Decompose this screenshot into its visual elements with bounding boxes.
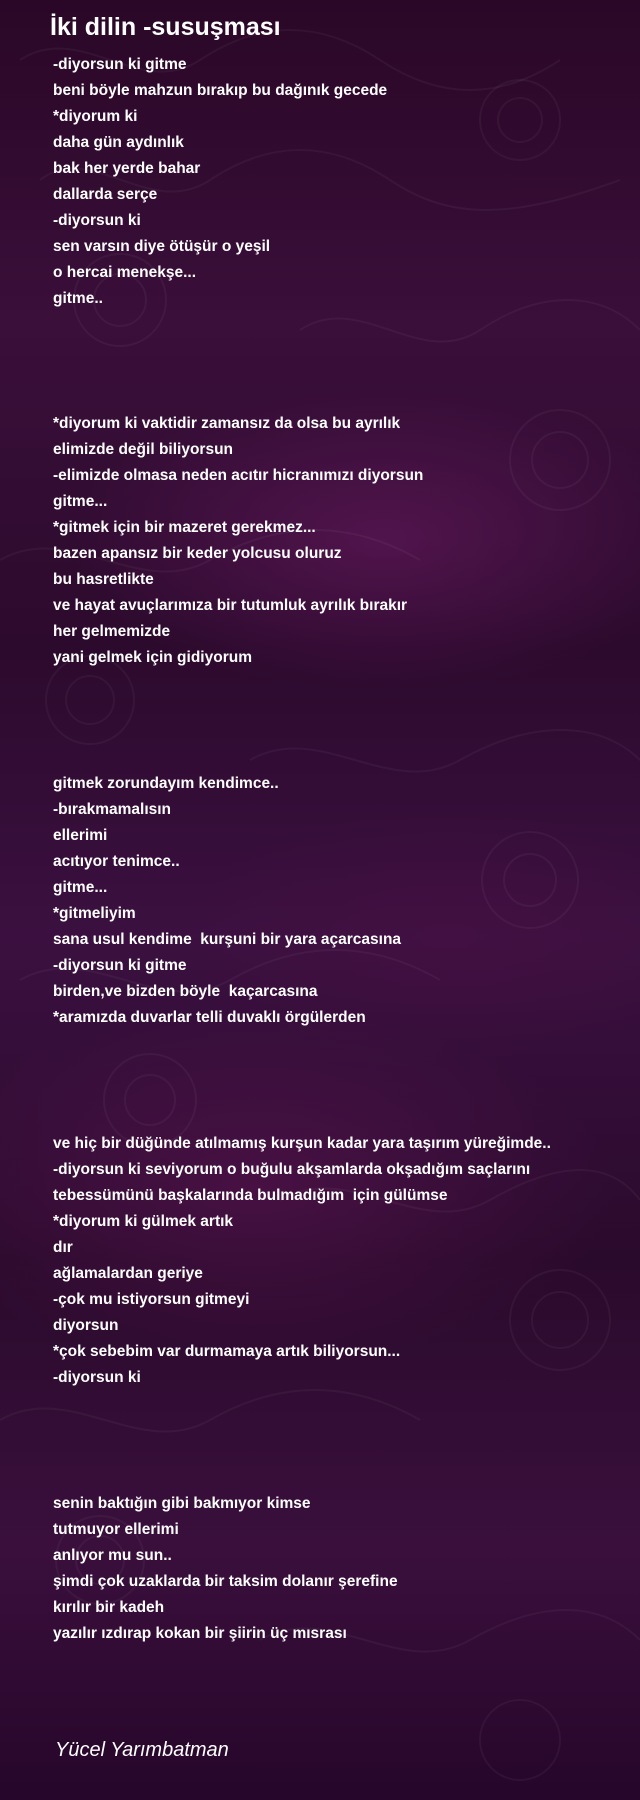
poem-line: -çok mu istiyorsun gitmeyi bbox=[53, 1291, 250, 1308]
poem-line: -diyorsun ki gitme bbox=[53, 957, 187, 974]
poem-line: elimizde değil biliyorsun bbox=[53, 441, 234, 458]
poem-line: yani gelmek için gidiyorum bbox=[53, 649, 252, 666]
poem-line: *çok sebebim var durmamaya artık biliyorsun... bbox=[53, 1343, 401, 1360]
poem-line: birden,ve bizden böyle kaçarcasına bbox=[53, 983, 318, 1000]
poem-line: *diyorum ki vaktidir zamansız da olsa bu ayrılık bbox=[53, 415, 401, 432]
poem-line: -elimizde olmasa neden acıtır hicranımızı diyorsun bbox=[53, 467, 424, 484]
poem-line: *gitmek için bir mazeret gerekmez... bbox=[53, 519, 316, 536]
poem-line: şimdi çok uzaklarda bir taksim dolanır şerefine bbox=[53, 1573, 398, 1590]
stanza-5 bbox=[53, 1491, 398, 1647]
poem-line: gitme... bbox=[53, 879, 108, 896]
stanza-4 bbox=[53, 1131, 551, 1391]
stanza-2 bbox=[53, 411, 423, 671]
poem-line: *diyorum ki bbox=[53, 108, 138, 125]
poem-line: beni böyle mahzun bırakıp bu dağınık gecede bbox=[53, 82, 388, 99]
poem-line: gitme.. bbox=[53, 290, 103, 307]
poem-line: bu hasretlikte bbox=[53, 571, 154, 588]
poem-line: *aramızda duvarlar telli duvaklı örgülerden bbox=[53, 1009, 366, 1026]
poem-line: diyorsun bbox=[53, 1317, 119, 1334]
poem-line: anlıyor mu sun.. bbox=[53, 1547, 172, 1564]
poem-line: kırılır bir kadeh bbox=[53, 1599, 165, 1616]
poem-line: -diyorsun ki bbox=[53, 1369, 141, 1386]
poem-author: Yücel Yarımbatman bbox=[55, 1739, 229, 1761]
poem-line: sana usul kendime kurşuni bir yara açarcasına bbox=[53, 931, 402, 948]
poem-line: -diyorsun ki bbox=[53, 212, 141, 229]
poem-line: ve hayat avuçlarımıza bir tutumluk ayrılık bırakır bbox=[53, 597, 408, 614]
poem-line: tutmuyor ellerimi bbox=[53, 1521, 179, 1538]
poem-line: ellerimi bbox=[53, 827, 108, 844]
poem-line: tebessümünü başkalarında bulmadığım için gülümse bbox=[53, 1187, 448, 1204]
poem-line: dallarda serçe bbox=[53, 186, 158, 203]
poem-title: İki dilin -susuşması bbox=[50, 13, 281, 41]
poem-line: gitmek zorundayım kendimce.. bbox=[53, 775, 279, 792]
poem-line: -bırakmamalısın bbox=[53, 801, 172, 818]
poem-line: -diyorsun ki seviyorum o buğulu akşamlarda okşadığım saçlarını bbox=[53, 1161, 531, 1178]
poem-line: dır bbox=[53, 1239, 73, 1256]
poem-line: *gitmeliyim bbox=[53, 905, 136, 922]
poem-line: ağlamalardan geriye bbox=[53, 1265, 203, 1282]
poem-line: yazılır ızdırap kokan bir şiirin üç mısrası bbox=[53, 1625, 347, 1642]
poem-line: *diyorum ki gülmek artık bbox=[53, 1213, 234, 1230]
poem-line: senin baktığın gibi bakmıyor kimse bbox=[53, 1495, 311, 1512]
poem-line: -diyorsun ki gitme bbox=[53, 56, 187, 73]
poem-line: ve hiç bir düğünde atılmamış kurşun kadar yara taşırım yüreğimde.. bbox=[53, 1135, 551, 1152]
poem-line: her gelmemizde bbox=[53, 623, 171, 640]
poem-line: sen varsın diye ötüşür o yeşil bbox=[53, 238, 271, 255]
poem-line: daha gün aydınlık bbox=[53, 134, 184, 151]
poem-line: o hercai menekşe... bbox=[53, 264, 197, 281]
poem-line: acıtıyor tenimce.. bbox=[53, 853, 180, 870]
poem-line: bazen apansız bir keder yolcusu oluruz bbox=[53, 545, 342, 562]
poem-line: gitme... bbox=[53, 493, 108, 510]
poem-line: bak her yerde bahar bbox=[53, 160, 201, 177]
stanza-3 bbox=[53, 771, 401, 1031]
stanza-1 bbox=[53, 52, 387, 312]
